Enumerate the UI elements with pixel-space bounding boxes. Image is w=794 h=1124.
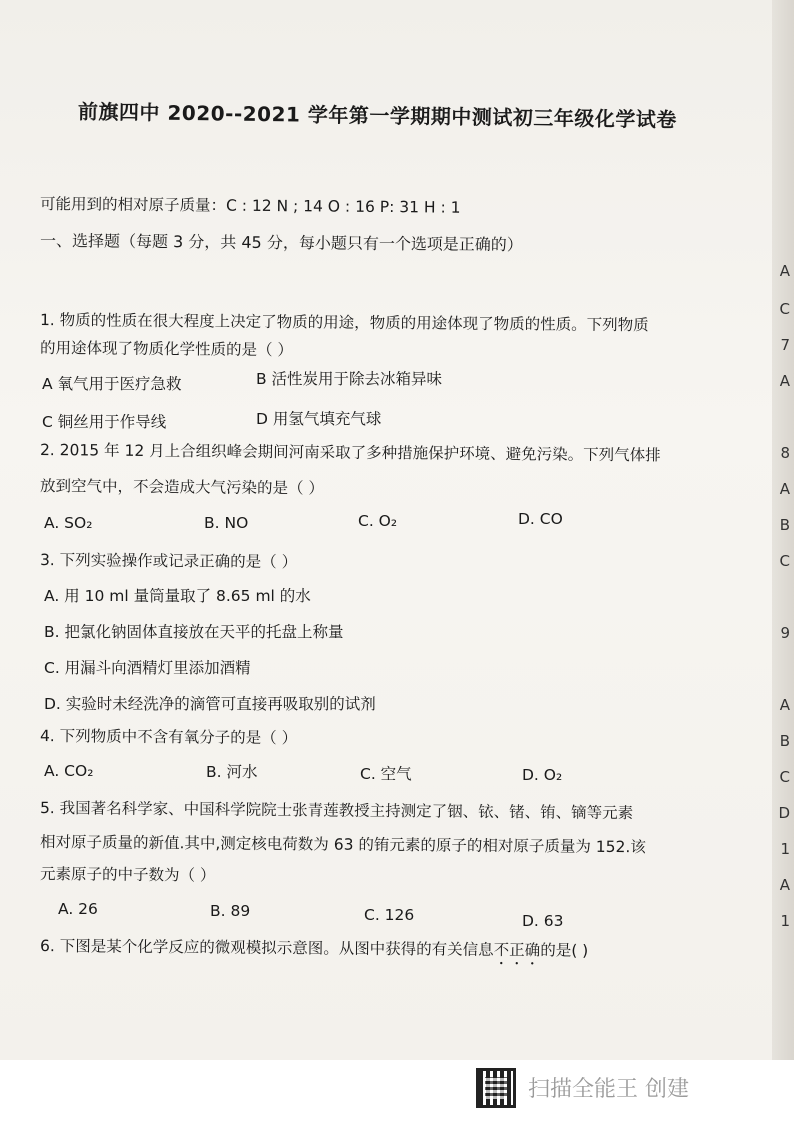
question-5-line-3: 元素原子的中子数为（ ）	[39, 865, 216, 885]
margin-letter: A	[779, 262, 790, 280]
question-5-line-1: 5. 我国著名科学家、中国科学院院士张青莲教授主持测定了铟、铱、锗、铕、镝等元素	[39, 799, 634, 823]
question-2-option-b: B. NO	[204, 514, 249, 532]
question-1-option-d: D 用氢气填充气球	[256, 410, 382, 428]
question-2-option-d: D. CO	[518, 510, 563, 528]
margin-letter: B	[779, 516, 790, 534]
question-4-option-d: D. O₂	[522, 766, 563, 784]
question-4-option-c: C. 空气	[360, 765, 412, 783]
question-2-line-1: 2. 2015 年 12 月上合组织峰会期间河南采取了多种措施保护环境、避免污染。下列气体排	[39, 441, 661, 465]
question-1-line-1: 1. 物质的性质在很大程度上决定了物质的用途，物质的用途体现了物质的性质。下列物质	[39, 311, 649, 335]
margin-letter: 7	[780, 336, 790, 354]
qr-code-icon	[476, 1068, 516, 1108]
margin-letter: A	[779, 876, 790, 894]
question-5-option-d: D. 63	[522, 912, 564, 930]
section-heading: 一、选择题（每题 3 分，共 45 分，每小题只有一个选项是正确的）	[39, 231, 523, 255]
question-6-suffix: 的是( )	[540, 941, 589, 960]
scanner-watermark: 扫描全能王 创建	[528, 1077, 689, 1102]
question-3-option-b: B. 把氯化钠固体直接放在天平的托盘上称量	[44, 623, 344, 641]
margin-letter: C	[779, 552, 790, 570]
question-6-emphasis: 不正确	[493, 940, 541, 960]
question-6-line-1	[40, 934, 589, 969]
margin-letter: B	[779, 732, 790, 750]
question-3-option-d: D. 实验时未经洗净的滴管可直接再吸取别的试剂	[44, 695, 376, 713]
question-2-line-2: 放到空气中，不会造成大气污染的是（ ）	[39, 477, 324, 498]
margin-letter: C	[779, 768, 790, 786]
question-3-option-a: A. 用 10 ml 量筒量取了 8.65 ml 的水	[44, 587, 311, 605]
question-4-option-b: B. 河水	[206, 763, 258, 781]
question-6-prefix: 6. 下图是某个化学反应的微观模拟示意图。从图中获得的有关信息	[39, 937, 494, 959]
question-2-option-a: A. SO₂	[44, 514, 93, 532]
page-title: 前旗四中 2020--2021 学年第一学期期中测试初三年级化学试卷	[77, 99, 677, 132]
question-5-option-b: B. 89	[210, 902, 251, 920]
question-4-line-1: 4. 下列物质中不含有氧分子的是（ ）	[39, 727, 298, 748]
question-5-option-c: C. 126	[364, 906, 415, 924]
margin-letter: A	[779, 372, 790, 390]
question-3-option-c: C. 用漏斗向酒精灯里添加酒精	[44, 659, 251, 677]
question-1-option-c: C 铜丝用于作导线	[42, 413, 167, 431]
margin-letter: A	[779, 480, 790, 498]
adjacent-page-edge	[772, 0, 794, 1060]
margin-letter: 9	[780, 624, 790, 642]
question-1-option-a: A 氧气用于医疗急救	[42, 375, 182, 393]
margin-letter: 1	[780, 840, 790, 858]
question-1-option-b: B 活性炭用于除去冰箱异味	[256, 370, 443, 388]
margin-letter: D	[778, 804, 790, 822]
question-4-option-a: A. CO₂	[44, 762, 94, 780]
question-5-line-2: 相对原子质量的新值.其中,测定核电荷数为 63 的铕元素的原子的相对原子质量为 152.该	[39, 833, 646, 857]
margin-letter: 8	[780, 444, 790, 462]
question-2-option-c: C. O₂	[358, 512, 398, 530]
question-3-line-1: 3. 下列实验操作或记录正确的是（ ）	[39, 551, 298, 572]
atomic-mass-line: 可能用到的相对原子质量：C : 12 N ; 14 O : 16 P: 31 H : 1	[39, 195, 461, 217]
margin-letter: 1	[780, 912, 790, 930]
question-5-option-a: A. 26	[58, 900, 98, 918]
margin-letter: A	[779, 696, 790, 714]
margin-letter: C	[779, 300, 790, 318]
question-1-line-2: 的用途体现了物质化学性质的是（ ）	[39, 339, 293, 360]
